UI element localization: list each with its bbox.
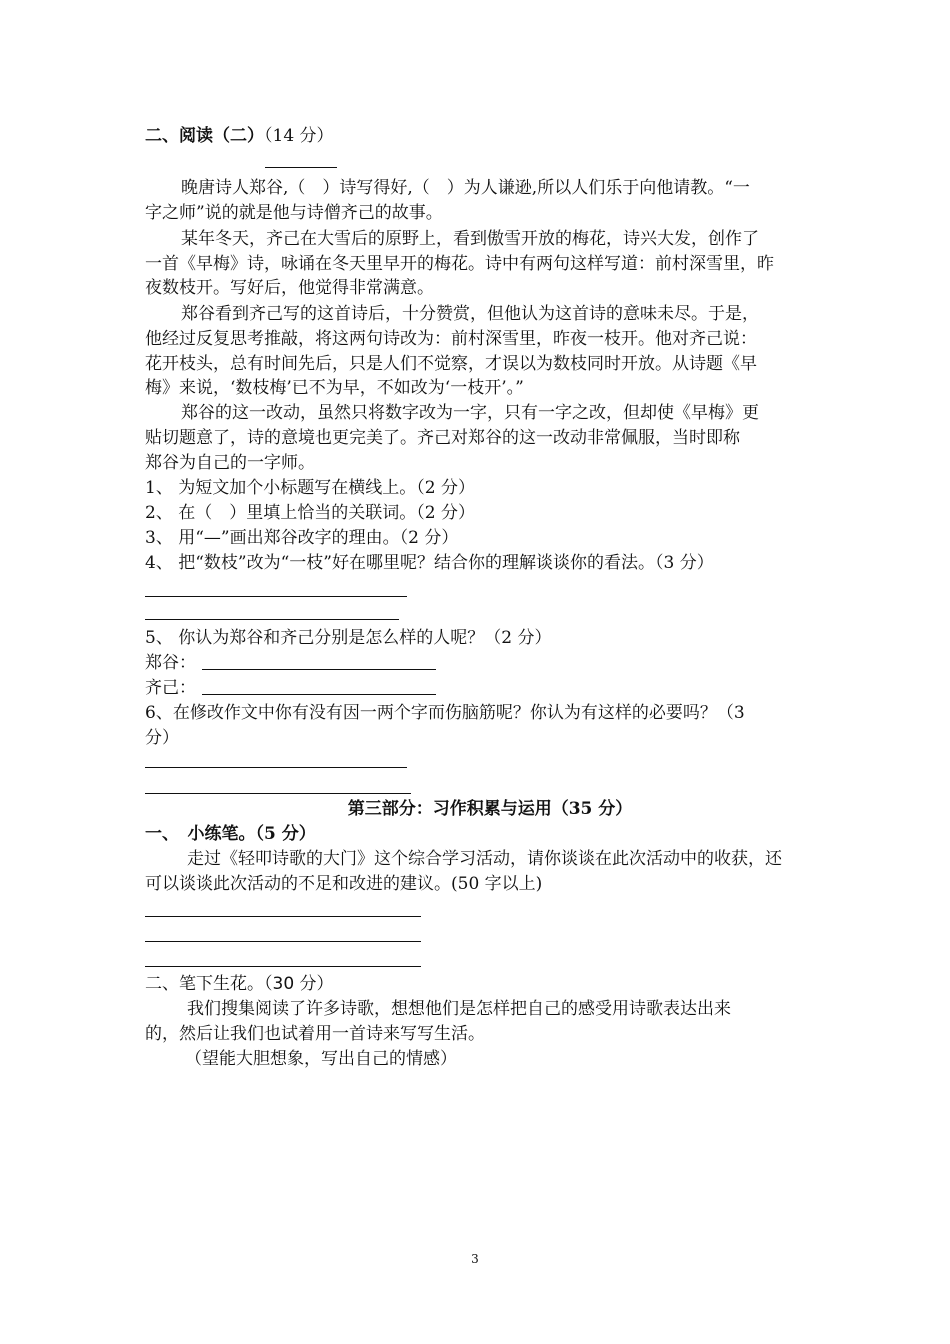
answer-line[interactable]	[145, 966, 421, 967]
question-2: 2、 在（ ）里填上恰当的关联词。（2 分）	[145, 503, 475, 523]
answer-line[interactable]	[145, 941, 421, 942]
question-4: 4、 把“数枝”改为“一枝”好在哪里呢？结合你的理解谈谈你的看法。（3 分）	[145, 553, 714, 573]
question-1: 1、 为短文加个小标题写在横线上。（2 分）	[145, 478, 475, 498]
exercise-1-heading: 一、 小练笔。（5 分）	[145, 824, 316, 844]
paragraph-line: 花开枝头，总有时间先后，只是人们不觉察，才误以为数枝同时开放。从诗题《早	[145, 354, 757, 374]
paragraph-line: 郑谷看到齐己写的这首诗后，十分赞赏，但他认为这首诗的意味未尽。于是，	[181, 304, 759, 324]
exercise-2-note: （望能大胆想象，写出自己的情感）	[185, 1049, 457, 1069]
question-6-cont: 分）	[145, 728, 179, 748]
question-5: 5、 你认为郑谷和齐己分别是怎么样的人呢？（2 分）	[145, 628, 552, 648]
paragraph-line: 郑谷为自己的一字师。	[145, 453, 315, 473]
title-blank-line[interactable]	[265, 167, 337, 168]
answer-line[interactable]	[145, 596, 407, 597]
answer-line[interactable]	[145, 916, 421, 917]
question-5-label-zhenggu: 郑谷：	[145, 653, 196, 673]
question-5-label-qiji: 齐己：	[145, 678, 196, 698]
section-heading-score: （14 分）	[264, 126, 334, 146]
exercise-2-score: （30 分）	[264, 974, 334, 994]
answer-line[interactable]	[145, 767, 407, 768]
paragraph-line: 郑谷的这一改动，虽然只将数字改为一字，只有一字之改，但却使《早梅》更	[181, 403, 759, 423]
paragraph-line: 晚唐诗人郑谷,（ ）诗写得好,（ ）为人谦逊,所以人们乐于向他请教。“一	[181, 178, 750, 198]
paragraph-line: 可以谈谈此次活动的不足和改进的建议。(50 字以上)	[145, 874, 543, 894]
exercise-2-heading	[145, 972, 334, 996]
paragraph-line: 走过《轻叩诗歌的大门》这个综合学习活动，请你谈谈在此次活动中的收获，还	[187, 849, 782, 869]
answer-line-zhenggu[interactable]	[202, 669, 436, 670]
answer-line[interactable]	[145, 793, 411, 794]
paragraph-line: 的，然后让我们也试着用一首诗来写写生活。	[145, 1024, 485, 1044]
paragraph-line: 他经过反复思考推敲，将这两句诗改为：前村深雪里，昨夜一枝开。他对齐己说：	[145, 329, 757, 349]
part-three-title: 第三部分：习作积累与运用（35 分）	[347, 799, 633, 819]
paragraph-line: 梅》来说，‘数枝梅’已不为早，不如改为‘一枝开’。”	[145, 378, 524, 398]
section-heading	[145, 124, 334, 148]
exercise-2-title: 二、笔下生花。	[145, 974, 264, 994]
paragraph-line: 贴切题意了，诗的意境也更完美了。齐己对郑谷的这一改动非常佩服，当时即称	[145, 428, 740, 448]
section-heading-title: 二、阅读（二）	[145, 126, 264, 146]
answer-line[interactable]	[145, 619, 399, 620]
question-3: 3、 用“—”画出郑谷改字的理由。（2 分）	[145, 528, 459, 548]
answer-line-qiji[interactable]	[202, 694, 436, 695]
paragraph-line: 我们搜集阅读了许多诗歌，想想他们是怎样把自己的感受用诗歌表达出来	[187, 999, 731, 1019]
paragraph-line: 一首《早梅》诗，咏诵在冬天里早开的梅花。诗中有两句这样写道：前村深雪里，昨	[145, 254, 774, 274]
page-number: 3	[471, 1252, 479, 1266]
paragraph-line: 夜数枝开。写好后，他觉得非常满意。	[145, 278, 434, 298]
paragraph-line: 某年冬天，齐己在大雪后的原野上，看到傲雪开放的梅花，诗兴大发，创作了	[181, 229, 759, 249]
paragraph-line: 字之师”说的就是他与诗僧齐己的故事。	[145, 203, 443, 223]
question-6: 6、在修改作文中你有没有因一两个字而伤脑筋呢？你认为有这样的必要吗？（3	[145, 703, 745, 723]
